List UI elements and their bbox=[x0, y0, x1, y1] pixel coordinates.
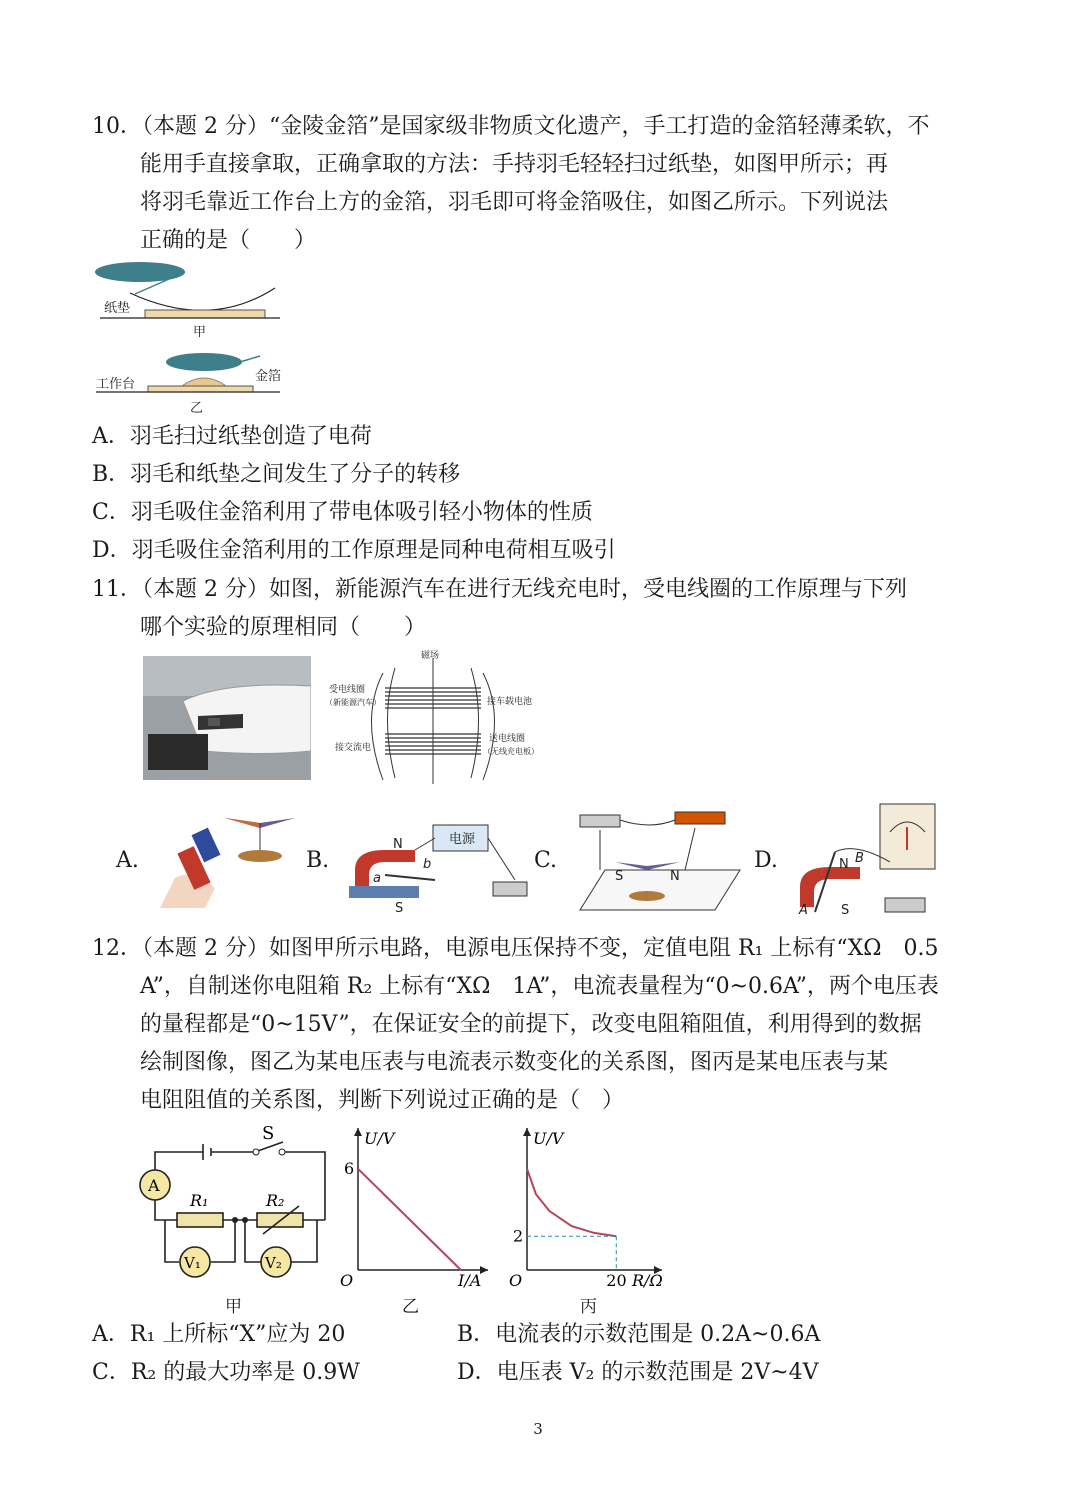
q10-option-d: D．羽毛吸住金箔利用的工作原理是同种电荷相互吸引 bbox=[92, 538, 616, 563]
x-tick-label: 20 bbox=[606, 1271, 627, 1290]
wireless-charging-diagram bbox=[325, 648, 545, 788]
feather-icon bbox=[95, 262, 185, 282]
feather-figure bbox=[90, 258, 300, 418]
y-axis-arrow bbox=[354, 1128, 362, 1136]
q10-option-b: B．羽毛和纸垫之间发生了分子的转移 bbox=[92, 462, 461, 487]
caption-jia-circuit: 甲 bbox=[225, 1297, 242, 1317]
transmitting-coil-note: （无线充电板） bbox=[483, 747, 539, 756]
transmitting-coil-label: 送电线圈 bbox=[489, 734, 526, 744]
r2-label: R₂ bbox=[266, 1191, 285, 1210]
v2-label: V₂ bbox=[265, 1254, 282, 1272]
svg-text:S: S bbox=[615, 869, 624, 884]
gold-foil-label: 金箔 bbox=[255, 369, 282, 384]
charging-pad bbox=[148, 734, 208, 770]
caption-yi: 乙 bbox=[190, 401, 204, 416]
feather-icon-2 bbox=[166, 353, 242, 371]
q10-line-1: 10．（本题 2 分）“金陵金箔”是国家级非物质文化遗产，手工打造的金箔轻薄柔软，不 bbox=[92, 114, 930, 139]
q12-line-5: 电阻阻值的关系图，判断下列说过正确的是（ ） bbox=[140, 1088, 625, 1113]
ammeter-label: A bbox=[148, 1176, 160, 1195]
caption-jia: 甲 bbox=[193, 325, 207, 340]
svg-text:A: A bbox=[799, 903, 808, 918]
switch-label: S bbox=[262, 1123, 275, 1144]
svg-text:N: N bbox=[670, 869, 680, 884]
q11-line-2: 哪个实验的原理相同（ ） bbox=[140, 615, 427, 640]
svg-text:N: N bbox=[839, 857, 849, 872]
option-c-figure bbox=[575, 800, 745, 920]
chart-yi bbox=[336, 1120, 506, 1290]
q11-option-d-letter: D. bbox=[754, 848, 778, 873]
caption-bing-chart: 丙 bbox=[580, 1297, 597, 1317]
q11-option-a-letter: A. bbox=[116, 848, 139, 873]
caption-yi-chart: 乙 bbox=[402, 1297, 419, 1317]
y-axis-label: U/V bbox=[364, 1129, 395, 1148]
series-line-U-I bbox=[358, 1169, 461, 1270]
chart-bing bbox=[505, 1120, 685, 1290]
q10-line-2: 能用手直接拿取，正确拿取的方法：手持羽毛轻轻扫过纸垫，如图甲所示；再 bbox=[140, 152, 889, 177]
q11-option-b-letter: B. bbox=[306, 848, 330, 873]
x-axis-label: R/Ω bbox=[632, 1271, 663, 1290]
svg-text:电源: 电源 bbox=[449, 832, 476, 847]
paper-pad bbox=[145, 310, 265, 318]
origin-label: O bbox=[340, 1271, 354, 1290]
y-tick-label: 6 bbox=[344, 1158, 355, 1178]
q11-option-c-letter: C. bbox=[534, 848, 558, 873]
q10-line-4: 正确的是（ ） bbox=[140, 228, 317, 253]
circuit-diagram bbox=[135, 1122, 335, 1292]
option-b-figure bbox=[345, 820, 530, 915]
q10-option-a: A．羽毛扫过纸垫创造了电荷 bbox=[92, 424, 372, 449]
q12-option-a: A．R₁ 上所标“X”应为 20 bbox=[92, 1322, 346, 1347]
x-axis-label: I/A bbox=[458, 1271, 482, 1290]
u-magnet-icon bbox=[355, 850, 415, 890]
svg-text:S: S bbox=[841, 903, 850, 918]
q12-line-1: 12．（本题 2 分）如图甲所示电路，电源电压保持不变，定值电阻 R₁ 上标有“XΩ 0.5 bbox=[92, 936, 939, 961]
svg-text:b: b bbox=[423, 857, 432, 872]
q10-option-c: C．羽毛吸住金箔利用了带电体吸引轻小物体的性质 bbox=[92, 500, 593, 525]
v1-label: V₁ bbox=[184, 1254, 201, 1272]
svg-text:S: S bbox=[395, 901, 404, 915]
r1-label: R₁ bbox=[190, 1191, 209, 1210]
svg-text:a: a bbox=[373, 871, 381, 886]
option-d-figure bbox=[795, 802, 945, 922]
receiving-coil-note: （新能源汽车） bbox=[325, 698, 381, 707]
q12-line-3: 的量程都是“0~15V”，在保证安全的前提下，改变电阻箱阻值，利用得到的数据 bbox=[140, 1012, 922, 1037]
q12-option-d: D．电压表 V₂ 的示数范围是 2V~4V bbox=[457, 1360, 819, 1385]
y-axis-arrow bbox=[523, 1128, 531, 1136]
option-a-figure bbox=[155, 808, 315, 908]
q11-line-1: 11．（本题 2 分）如图，新能源汽车在进行无线充电时，受电线圈的工作原理与下列 bbox=[92, 577, 907, 602]
svg-text:N: N bbox=[393, 837, 403, 852]
origin-label: O bbox=[509, 1271, 523, 1290]
workbench bbox=[148, 386, 253, 392]
q12-line-2: A”，自制迷你电阻箱 R₂ 上标有“XΩ 1A”，电流表量程为“0~0.6A”，两个电压表 bbox=[140, 974, 939, 999]
svg-text:B: B bbox=[855, 851, 864, 866]
q12-line-4: 绘制图像，图乙为某电压表与电流表示数变化的关系图，图丙是某电压表与某 bbox=[140, 1050, 889, 1075]
q12-option-b: B．电流表的示数范围是 0.2A~0.6A bbox=[457, 1322, 821, 1347]
y-axis-label: U/V bbox=[533, 1129, 564, 1148]
to-battery-label: 接车载电池 bbox=[487, 697, 533, 707]
magnetic-field-label: 磁场 bbox=[421, 651, 440, 661]
q10-line-3: 将羽毛靠近工作台上方的金箔，羽毛即可将金箔吸住，如图乙所示。下列说法 bbox=[140, 190, 889, 215]
to-ac-label: 接交流电 bbox=[335, 743, 372, 753]
receiving-coil-label: 受电线圈 bbox=[329, 685, 366, 695]
paper-pad-label: 纸垫 bbox=[104, 301, 131, 316]
workbench-label: 工作台 bbox=[96, 377, 136, 392]
switch-icon bbox=[493, 882, 527, 896]
page-number: 3 bbox=[533, 1420, 543, 1438]
q12-option-c: C．R₂ 的最大功率是 0.9W bbox=[92, 1360, 360, 1385]
car-photo bbox=[143, 656, 311, 780]
y-tick-label: 2 bbox=[513, 1226, 524, 1246]
